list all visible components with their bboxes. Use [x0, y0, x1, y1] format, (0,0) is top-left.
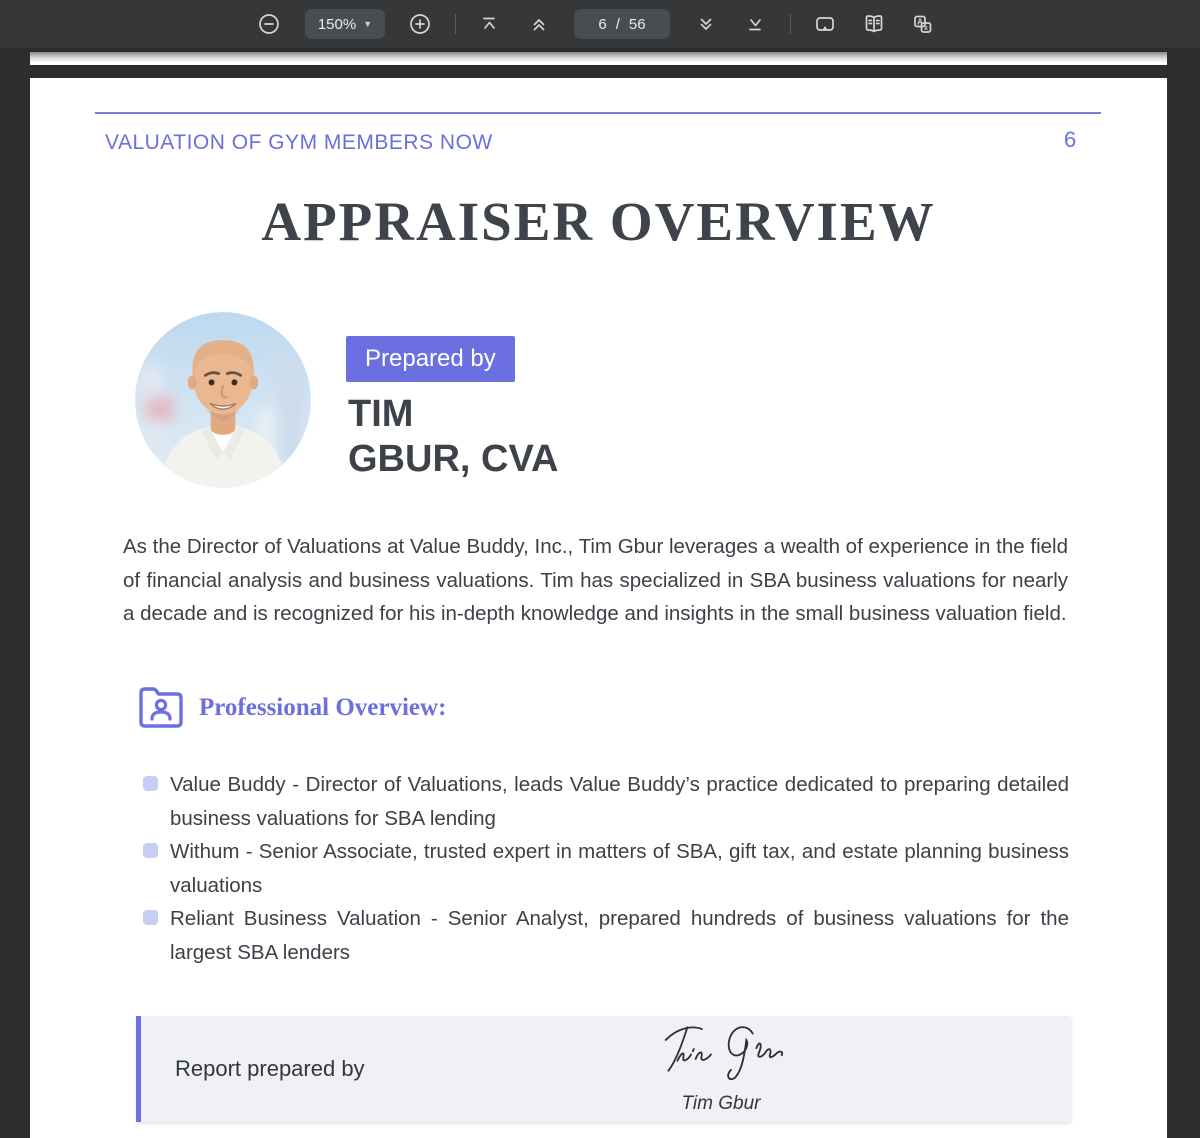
page-title: APPRAISER OVERVIEW — [261, 191, 936, 252]
section-title: Professional Overview: — [199, 694, 447, 721]
handwritten-signature-icon — [621, 1020, 821, 1088]
plus-circle-icon — [408, 12, 432, 36]
prepared-by-badge: Prepared by — [346, 336, 515, 382]
headshot-avatar-icon — [135, 312, 311, 488]
signature-block — [601, 1020, 841, 1115]
list-item — [143, 835, 1069, 902]
running-header-title: VALUATION OF GYM MEMBERS NOW — [105, 131, 493, 154]
zoom-level-value: 150% — [317, 15, 357, 33]
list-item-text: Value Buddy - Director of Valuations, leads Value Buddy’s practice dedicated to preparing detailed business valuations for SBA lending — [170, 773, 1069, 830]
list-item — [143, 768, 1069, 835]
svg-text:x: x — [924, 24, 928, 32]
minus-circle-icon — [257, 12, 281, 36]
caret-down-icon: ▼ — [363, 19, 373, 29]
bullet-marker-icon — [143, 776, 158, 791]
appraiser-name-line2: GBUR, CVA — [348, 438, 559, 480]
page-separator: / — [615, 15, 620, 33]
bullet-marker-icon — [143, 843, 158, 858]
professional-overview-list — [143, 768, 1069, 969]
last-page-button[interactable] — [738, 7, 772, 41]
presentation-screen-icon — [813, 12, 837, 36]
first-page-button[interactable] — [472, 7, 506, 41]
appraiser-bio: As the Director of Valuations at Value Buddy, Inc., Tim Gbur leverages a wealth of experience in the field of financial analysis and business valuations. Tim has specialized in SBA business valuations for nearly a decade and is recognized for his in-depth knowledge and insights in the small business valuation field. — [123, 535, 1068, 625]
page-number: 6 — [1064, 127, 1077, 152]
reader-view-button[interactable] — [857, 7, 891, 41]
list-item-text: Reliant Business Valuation - Senior Analyst, prepared hundreds of business valuations for the largest SBA lenders — [170, 907, 1069, 964]
toolbar-divider — [455, 14, 456, 34]
previous-page-button[interactable] — [522, 7, 556, 41]
bullet-marker-icon — [143, 910, 158, 925]
appraiser-name — [348, 392, 558, 482]
translate-icon — [910, 12, 934, 36]
appraiser-name-line1: TIM — [348, 393, 414, 435]
person-folder-icon — [136, 685, 186, 731]
header-rule — [95, 112, 1101, 114]
zoom-in-button[interactable] — [403, 7, 437, 41]
svg-text:A: A — [917, 17, 923, 27]
open-book-icon — [862, 12, 886, 36]
presentation-mode-button[interactable] — [808, 7, 842, 41]
translate-button[interactable] — [905, 7, 939, 41]
total-pages-value: 56 — [628, 15, 646, 33]
list-item — [143, 902, 1069, 969]
zoom-out-button[interactable] — [252, 7, 286, 41]
pdf-page — [30, 78, 1167, 1138]
toolbar-divider — [790, 14, 791, 34]
signature-name: Tim Gbur — [681, 1093, 761, 1114]
chevron-down-bar-icon — [744, 13, 766, 35]
appraiser-photo — [135, 312, 311, 488]
double-chevron-down-icon — [695, 13, 717, 35]
list-item-text: Withum - Senior Associate, trusted expert in matters of SBA, gift tax, and estate planning business valuations — [170, 840, 1069, 897]
zoom-level-dropdown[interactable] — [305, 9, 385, 39]
double-chevron-up-icon — [528, 13, 550, 35]
signature-label: Report prepared by — [175, 1056, 365, 1081]
current-page-value[interactable]: 6 — [598, 15, 607, 33]
report-signature-box — [136, 1016, 1072, 1122]
page-indicator[interactable] — [574, 9, 670, 39]
professional-overview-header — [136, 685, 446, 731]
chevron-up-bar-icon — [478, 13, 500, 35]
previous-page-edge — [30, 52, 1167, 65]
next-page-button[interactable] — [689, 7, 723, 41]
pdf-toolbar — [0, 0, 1200, 48]
